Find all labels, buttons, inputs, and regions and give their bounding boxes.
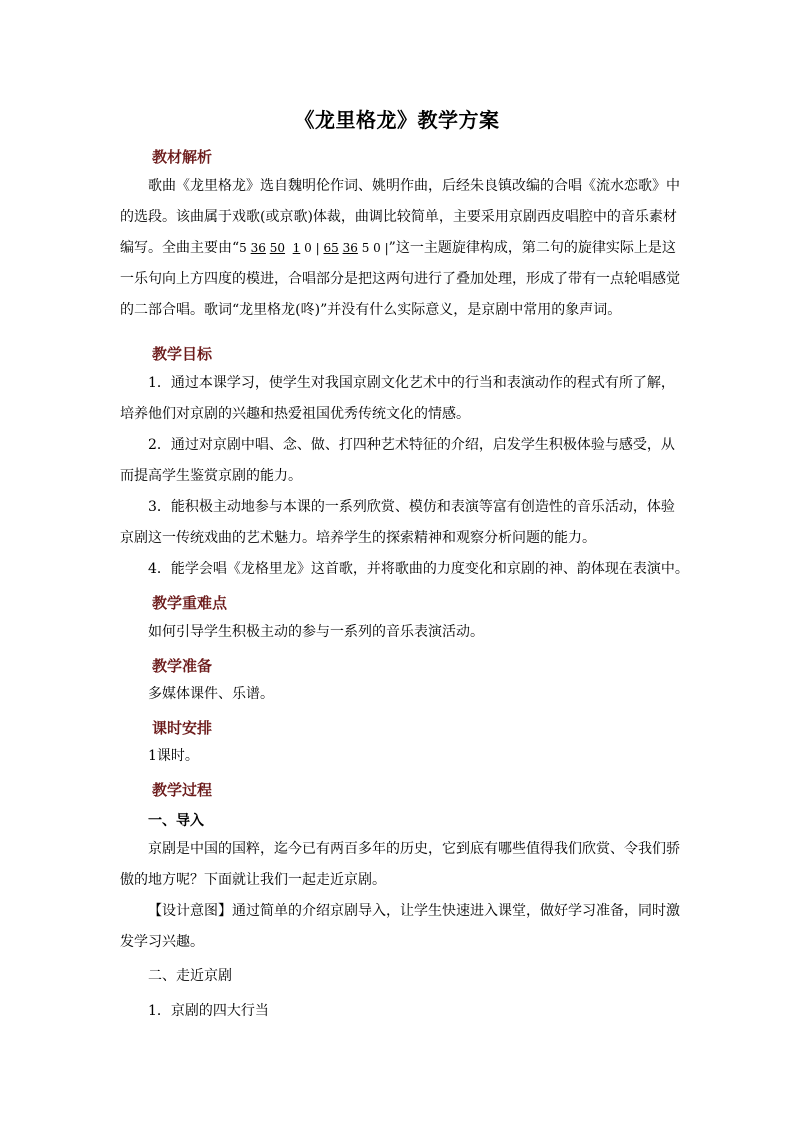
- analysis-line: 的二部合唱。歌词“龙里格龙(咚)”并没有什么实际意义，是京剧中常用的象声词。: [120, 302, 622, 318]
- subheading-approach: 二、走近京剧: [148, 968, 232, 984]
- analysis-paragraph: [120, 171, 680, 326]
- section-heading-process: 教学过程: [152, 781, 213, 799]
- intro-paragraph: [120, 834, 680, 958]
- page-title: 《龙里格龙》教学方案: [294, 108, 500, 132]
- analysis-line: 歌曲《龙里格龙》选自魏明伦作词、姚明作曲，后经朱良镇改编的合唱《流水恋歌》中: [148, 178, 680, 194]
- objective-line: 培养他们对京剧的兴趣和热爱祖国优秀传统文化的情感。: [120, 406, 470, 422]
- objective-line: 京剧这一传统戏曲的艺术魅力。培养学生的探索精神和观察分析问题的能力。: [120, 530, 596, 546]
- preparation-text: 多媒体课件、乐谱。: [148, 686, 274, 702]
- objective-line: 3．能积极主动地参与本课的一系列欣赏、模仿和表演等富有创造性的音乐活动，体验: [148, 499, 675, 515]
- analysis-line: 一乐句向上方四度的模进，合唱部分是把这两句进行了叠加处理，形成了带有一点轮唱感觉: [120, 271, 680, 287]
- objective-line: 1．通过本课学习，使学生对我国京剧文化艺术中的行当和表演动作的程式有所了解，: [148, 375, 675, 391]
- schedule-text: 1课时。: [148, 748, 199, 764]
- section-heading-objectives: 教学目标: [152, 345, 213, 363]
- objective-line: 而提高学生鉴赏京剧的能力。: [120, 468, 302, 484]
- objective-line: 4．能学会唱《龙格里龙》这首歌，并将歌曲的力度变化和京剧的神、韵体现在表演中。: [148, 561, 689, 577]
- objective-line: 2．通过对京剧中唱、念、做、打四种艺术特征的介绍，启发学生积极体验与感受，从: [148, 437, 675, 453]
- design-line: 发学习兴趣。: [120, 934, 204, 950]
- subheading-intro: 一、导入: [148, 813, 204, 829]
- notation-prefix: 编写。全曲主要由“: [120, 240, 240, 256]
- analysis-line: 的选段。该曲属于戏歌(或京歌)体裁，曲调比较简单，主要采用京剧西皮唱腔中的音乐素材: [120, 209, 677, 225]
- notation-suffix: ”这一主题旋律构成，第二句的旋律实际上是这: [388, 240, 676, 256]
- design-line: 【设计意图】通过简单的介绍京剧导入，让学生快速进入课堂，做好学习准备，同时激: [148, 903, 680, 919]
- section-heading-difficulty: 教学重难点: [152, 594, 228, 612]
- difficulty-text: 如何引导学生积极主动的参与一系列的音乐表演活动。: [148, 624, 484, 640]
- section-heading-schedule: 课时安排: [152, 719, 213, 737]
- objectives-paragraph: [120, 368, 689, 585]
- section-heading-preparation: 教学准备: [152, 657, 213, 675]
- section-heading-analysis: 教材解析: [152, 148, 213, 166]
- notation-text: 5 36 50 · 1 0 | 65 36 5 0 |: [239, 241, 389, 255]
- analysis-notation-line: [120, 233, 680, 264]
- process-item: 1．京剧的四大行当: [148, 1003, 269, 1019]
- intro-line: 京剧是中国的国粹，迄今已有两百多年的历史，它到底有哪些值得我们欣赏、令我们骄: [148, 841, 680, 857]
- intro-line: 傲的地方呢？下面就让我们一起走近京剧。: [120, 872, 386, 888]
